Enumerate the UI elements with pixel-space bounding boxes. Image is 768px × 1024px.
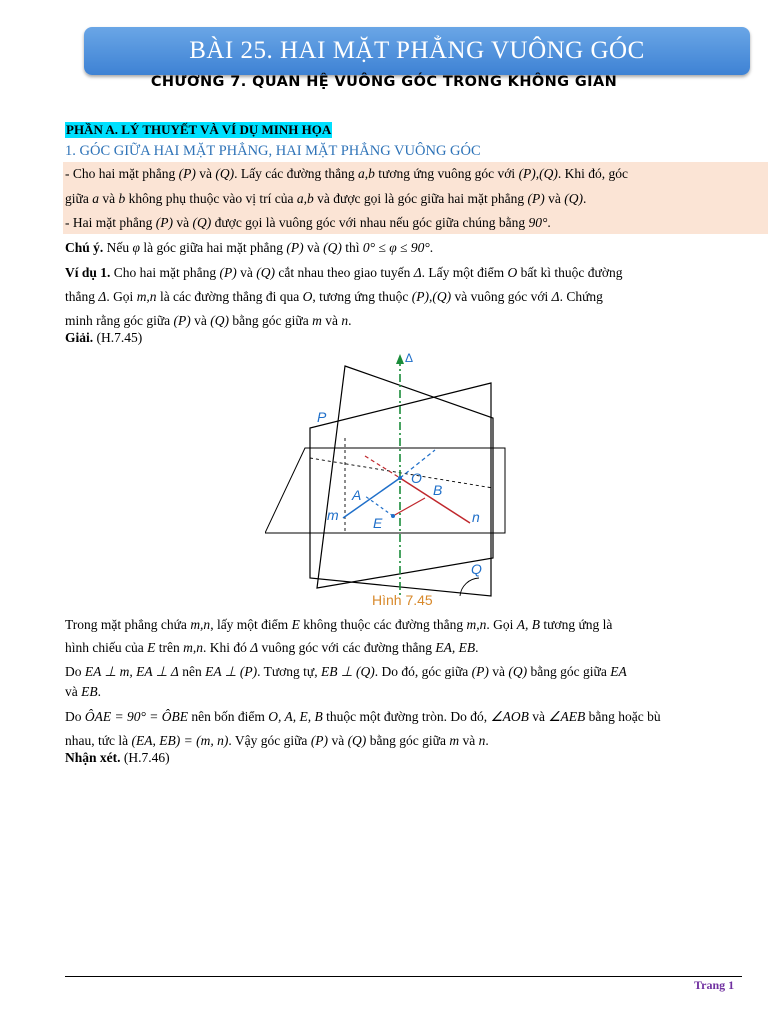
example-line-3: minh rằng góc giữa (P) và (Q) bằng góc giữa m và n. [65, 313, 352, 328]
body-line-3: Do EA ⊥ m, EA ⊥ Δ nên EA ⊥ (P). Tương tự, EB ⊥ (Q). Do đó, góc giữa (P) và (Q) bằng góc giữa EA [65, 664, 627, 679]
body-line-6: nhau, tức là (EA, EB) = (m, n). Vậy góc giữa (P) và (Q) bằng góc giữa m và n. [65, 733, 489, 748]
label-m: m [327, 507, 339, 523]
label-n: n [472, 509, 480, 525]
body-line-4: và EB. [65, 684, 101, 699]
solution-label: Giải. (H.7.45) [65, 330, 143, 345]
label-e: E [373, 515, 383, 531]
body-line-1: Trong mặt phẳng chứa m,n, lấy một điểm E không thuộc các đường thẳng m,n. Gọi A, B tương ứng là [65, 617, 613, 632]
lesson-title-banner [84, 27, 750, 75]
remark-line: Nhận xét. (H.7.46) [65, 750, 170, 765]
label-o: O [411, 470, 422, 486]
label-a: A [352, 487, 362, 503]
lesson-title: BÀI 25. HAI MẶT PHẲNG VUÔNG GÓC [189, 37, 645, 64]
chapter-heading: CHƯƠNG 7. QUAN HỆ VUÔNG GÓC TRONG KHÔNG GIAN [150, 74, 618, 90]
plane-p [317, 366, 493, 588]
part-a-heading: PHẦN A. LÝ THUYẾT VÀ VÍ DỤ MINH HỌA [66, 122, 332, 137]
horizontal-plane [265, 448, 505, 533]
page-number: 1 [728, 978, 735, 992]
definition-line-1: - Cho hai mặt phẳng (P) và (Q). Lấy các đường thẳng a,b tương ứng vuông góc với (P),(Q). Khi đó, góc [65, 166, 629, 181]
example-line-1: Ví dụ 1. Cho hai mặt phẳng (P) và (Q) cắt nhau theo giao tuyến Δ. Lấy một điểm O bất kì thuộc đường [65, 265, 623, 280]
body-line-5: Do ÔAE = 90° = ÔBE nên bốn điểm O, A, E, B thuộc một đường tròn. Do đó, ∠AOB và ∠AEB bằng hoặc bù [65, 709, 661, 724]
footer-rule [65, 976, 742, 977]
label-b: B [433, 482, 443, 498]
label-delta: Δ [405, 351, 414, 365]
page-footer: Trang 1 [694, 978, 735, 992]
note-line: Chú ý. Nếu φ là góc giữa hai mặt phẳng (P) và (Q) thì 0° ≤ φ ≤ 90°. [65, 240, 434, 255]
example-line-2: thẳng Δ. Gọi m,n là các đường thẳng đi qua O, tương ứng thuộc (P),(Q) và vuông góc với Δ. Chứng [65, 289, 603, 304]
label-q: Q [471, 561, 482, 577]
label-p: P [317, 409, 327, 425]
figure-7-45 [265, 348, 515, 613]
definition-line-3: - Hai mặt phẳng (P) và (Q) được gọi là vuông góc với nhau nếu góc giữa chúng bằng 90°. [65, 215, 551, 230]
section-1-heading: 1. GÓC GIỮA HAI MẶT PHẲNG, HAI MẶT PHẲNG VUÔNG GÓC [65, 143, 481, 159]
definition-line-2: giữa a và b không phụ thuộc vào vị trí của a,b và được gọi là góc giữa hai mặt phẳng (P) và (Q). [65, 191, 587, 206]
body-line-2: hình chiếu của E trên m,n. Khi đó Δ vuông góc với các đường thẳng EA, EB. [65, 640, 479, 655]
figure-caption: Hình 7.45 [372, 592, 433, 608]
